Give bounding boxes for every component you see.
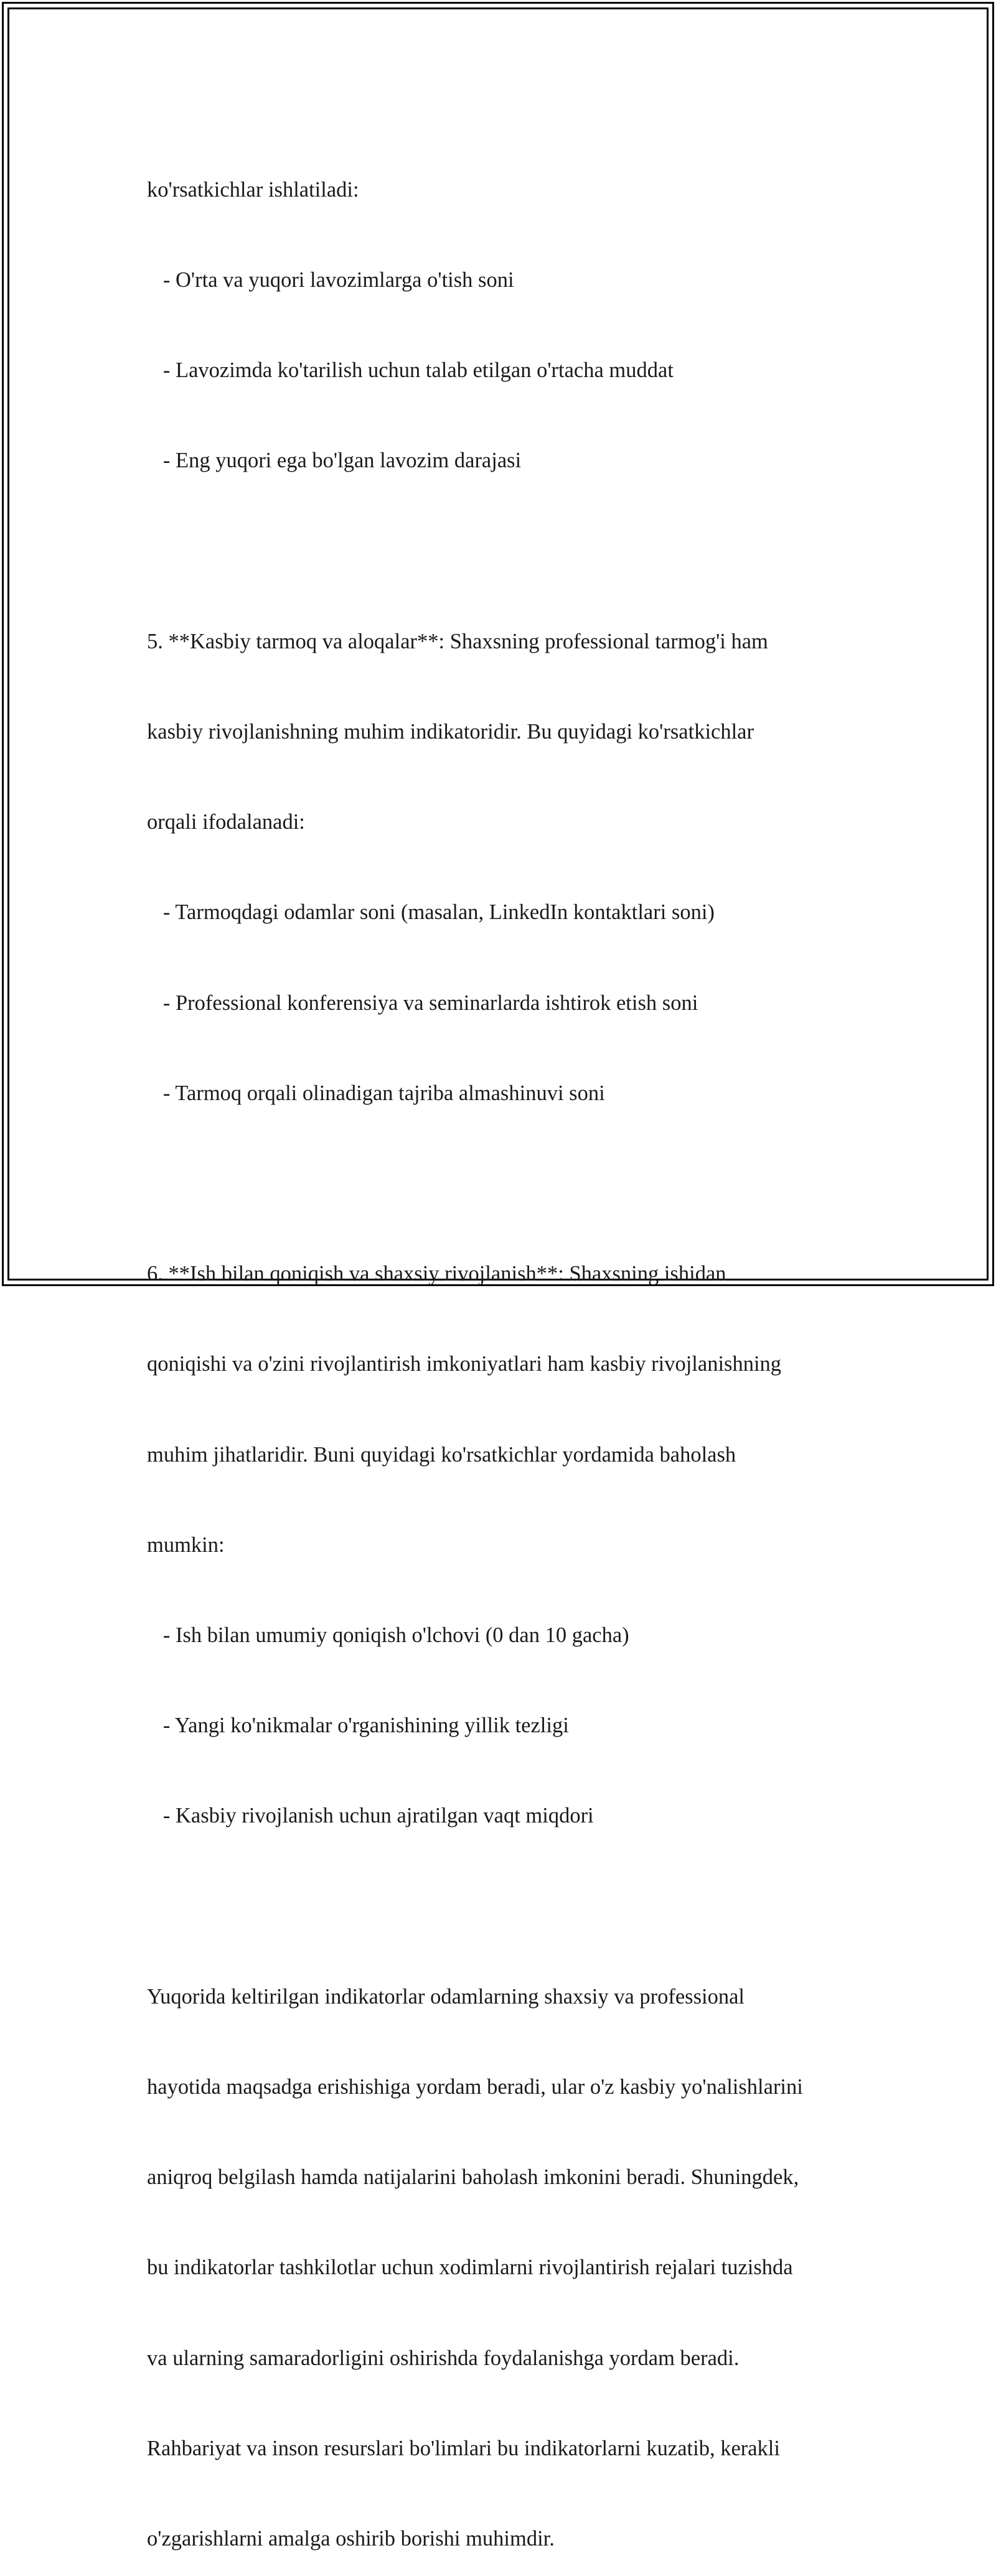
bullet-item: - O'rta va yuqori lavozimlarga o'tish soni (147, 268, 514, 292)
document-body (147, 114, 863, 2576)
bullet-item: - Professional konferensiya va seminarlarda ishtirok etish soni (147, 991, 698, 1015)
bullet-item: - Lavozimda ko'tarilish uchun talab etilgan o'rtacha muddat (147, 358, 674, 383)
bullet-item: - Tarmoqdagi odamlar soni (masalan, LinkedIn kontaktlari soni) (147, 900, 715, 925)
bullet-item: - Yangi ko'nikmalar o'rganishining yillik tezligi (147, 1714, 569, 1738)
blank-line (147, 1169, 863, 1198)
bullet-item: - Eng yuqori ega bo'lgan lavozim darajasi (147, 449, 522, 473)
bullet-item: - Tarmoq orqali olinadigan tajriba almashinuvi soni (147, 1081, 605, 1105)
text-line: qoniqishi va o'zini rivojlantirish imkoniyatlari ham kasbiy rivojlanishning (147, 1352, 782, 1376)
section-heading-line: 6. **Ish bilan qoniqish va shaxsiy rivojlanish**: Shaxsning ishidan (147, 1262, 726, 1286)
conclusion-line: Rahbariyat va inson resurslari bo'limlari bu indikatorlarni kuzatib, kerakli (147, 2436, 780, 2460)
text-line: ko'rsatkichlar ishlatiladi: (147, 177, 359, 202)
conclusion-line: bu indikatorlar tashkilotlar uchun xodimlarni rivojlantirish rejalari tuzishda (147, 2256, 793, 2280)
conclusion-line: o'zgarishlarni amalga oshirib borishi muhimdir. (147, 2527, 555, 2551)
bullet-item: - Ish bilan umumiy qoniqish o'lchovi (0 dan 10 gacha) (147, 1623, 629, 1648)
conclusion-line: va ularning samaradorligini oshirishda foydalanishga yordam beradi. (147, 2346, 740, 2370)
blank-line (147, 1892, 863, 1921)
conclusion-line: hayotida maqsadga erishishiga yordam beradi, ular o'z kasbiy yo'nalishlarini (147, 2075, 803, 2099)
conclusion-line: aniqroq belgilash hamda natijalarini baholash imkonini beradi. Shuningdek, (147, 2165, 799, 2190)
conclusion-line: Yuqorida keltirilgan indikatorlar odamlarning shaxsiy va professional (147, 1984, 745, 2009)
bullet-item: - Kasbiy rivojlanish uchun ajratilgan vaqt miqdori (147, 1804, 594, 1828)
text-line: orqali ifodalanadi: (147, 810, 305, 834)
text-line: muhim jihatlaridir. Buni quyidagi ko'rsatkichlar yordamida baholash (147, 1442, 736, 1467)
blank-line (147, 536, 863, 566)
section-heading-line: 5. **Kasbiy tarmoq va aloqalar**: Shaxsning professional tarmog'i ham (147, 629, 768, 653)
text-line: mumkin: (147, 1533, 225, 1557)
text-line: kasbiy rivojlanishning muhim indikatoridir. Bu quyidagi ko'rsatkichlar (147, 720, 754, 744)
